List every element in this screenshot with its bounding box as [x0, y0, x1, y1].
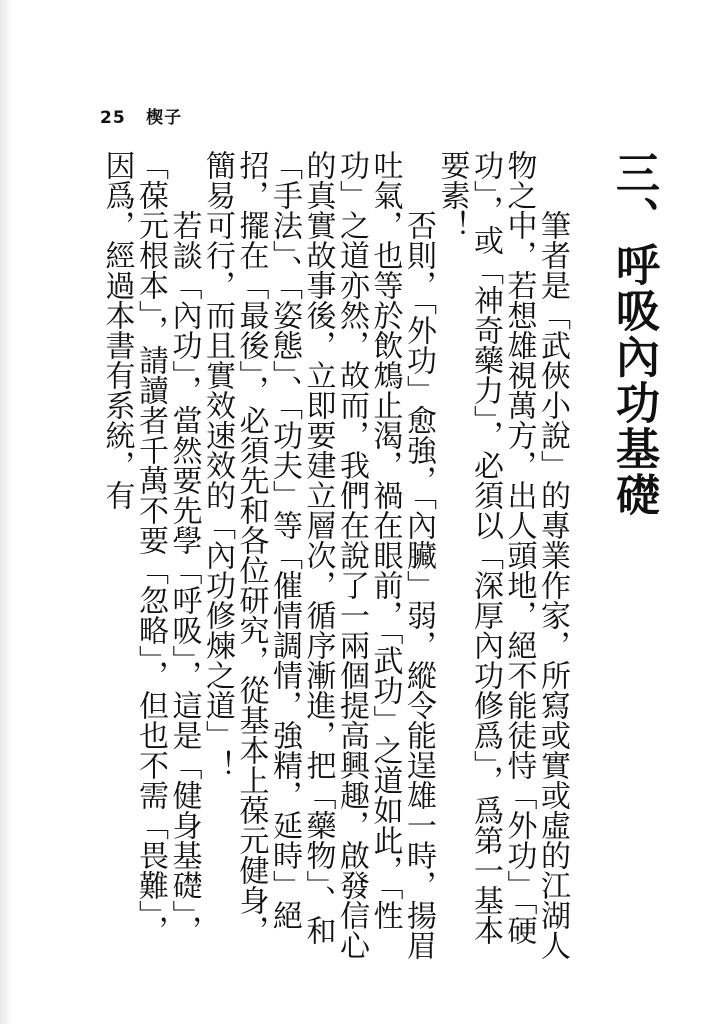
paragraph-3: 若談「內功」，當然要先學「呼吸」，這是「健身基礎」，「葆元根本」，請讀者千萬不要「忽略」，但也不需「畏難」，因爲，經過本書有系統，有 [99, 150, 202, 945]
vertical-text-body [100, 150, 663, 960]
paragraph-1: 筆者是「武俠小說」的專業作家，所寫或實或虛的江湖人物之中，若想雄視萬方，出人頭地，絕不能徒恃「外功」「硬功」，或「神奇藥力」，必須以「深厚內功修爲」，爲第一基本要素！ [434, 150, 570, 960]
running-head [100, 103, 182, 128]
running-head-chapter: 楔子 [146, 108, 183, 128]
page-edge [0, 0, 12, 1024]
section-title: 三、呼吸內功基礎 [608, 150, 659, 518]
paragraph-2: 否則，「外功」愈強，「內臟」弱，縱令能逞雄一時，揚眉吐氣，也等於飲鴆止渴，禍在眼前，「武功」之道如此，「性功」之道亦然，故而，我們在說了一兩個提高興趣，啟發信心的真實故事後，立即要建立層次，循序漸進，把「藥物」、和「手法」、「姿態」、「功夫」等「催情調情，強精，延時」絕招，擺在「最後」，必須先和各位研究，從基本上葆元健身，簡易可行，而且實效速效的「內功修煉之道」！ [200, 150, 436, 960]
page-number: 25 [100, 108, 126, 128]
